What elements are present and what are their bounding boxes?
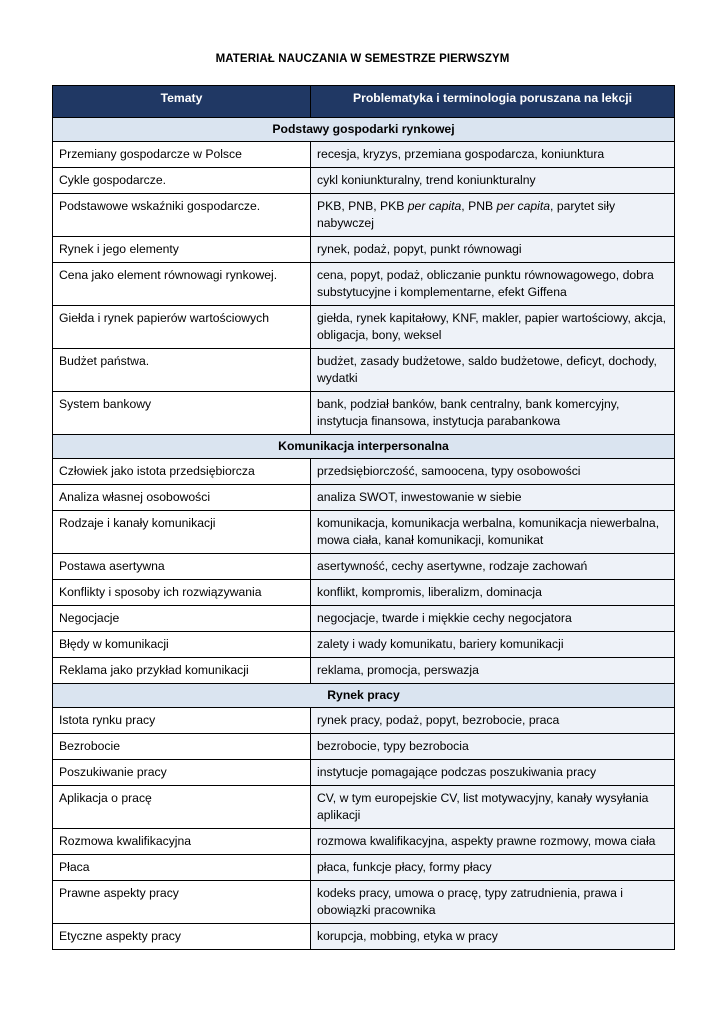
topic-cell: Etyczne aspekty pracy [53, 924, 311, 950]
details-cell: asertywność, cechy asertywne, rodzaje zachowań [311, 554, 675, 580]
details-cell: reklama, promocja, perswazja [311, 658, 675, 684]
details-cell: komunikacja, komunikacja werbalna, komunikacja niewerbalna, mowa ciała, kanał komunikacji, komunikat [311, 511, 675, 554]
details-cell: recesja, kryzys, przemiana gospodarcza, koniunktura [311, 142, 675, 168]
topic-cell: Płaca [53, 855, 311, 881]
table-row [53, 924, 675, 950]
section-title: Rynek pracy [53, 684, 675, 708]
page-title: MATERIAŁ NAUCZANIA W SEMESTRZE PIERWSZYM [215, 53, 510, 65]
table-row [53, 580, 675, 606]
topic-cell: Aplikacja o pracę [53, 786, 311, 829]
topic-cell: Podstawowe wskaźniki gospodarcze. [53, 194, 311, 237]
details-cell: kodeks pracy, umowa o pracę, typy zatrudnienia, prawa i obowiązki pracownika [311, 881, 675, 924]
table-row [53, 632, 675, 658]
table-row [53, 786, 675, 829]
topic-cell: Cena jako element równowagi rynkowej. [53, 263, 311, 306]
table-row [53, 168, 675, 194]
topic-cell: Poszukiwanie pracy [53, 760, 311, 786]
section-title: Komunikacja interpersonalna [53, 435, 675, 459]
column-header-topics: Tematy [53, 86, 311, 118]
details-cell: konflikt, kompromis, liberalizm, dominacja [311, 580, 675, 606]
details-cell: budżet, zasady budżetowe, saldo budżetowe, deficyt, dochody, wydatki [311, 349, 675, 392]
section-row [53, 684, 675, 708]
details-cell: przedsiębiorczość, samoocena, typy osobowości [311, 459, 675, 485]
table-row [53, 194, 675, 237]
curriculum-table [52, 85, 675, 950]
topic-cell: Cykle gospodarcze. [53, 168, 311, 194]
column-header-details: Problematyka i terminologia poruszana na lekcji [311, 86, 675, 118]
details-cell: giełda, rynek kapitałowy, KNF, makler, papier wartościowy, akcja, obligacja, bony, weksel [311, 306, 675, 349]
table-row [53, 881, 675, 924]
topic-cell: Błędy w komunikacji [53, 632, 311, 658]
topic-cell: Prawne aspekty pracy [53, 881, 311, 924]
table-row [53, 855, 675, 881]
table-row [53, 658, 675, 684]
details-cell: płaca, funkcje płacy, formy płacy [311, 855, 675, 881]
details-cell: cykl koniunkturalny, trend koniunkturalny [311, 168, 675, 194]
details-cell: negocjacje, twarde i miękkie cechy negocjatora [311, 606, 675, 632]
section-row [53, 435, 675, 459]
table-row [53, 349, 675, 392]
details-cell: analiza SWOT, inwestowanie w siebie [311, 485, 675, 511]
details-cell: rozmowa kwalifikacyjna, aspekty prawne rozmowy, mowa ciała [311, 829, 675, 855]
details-cell: PKB, PNB, PKB per capita, PNB per capita, parytet siły nabywczej [311, 194, 675, 237]
details-cell: rynek, podaż, popyt, punkt równowagi [311, 237, 675, 263]
topic-cell: Reklama jako przykład komunikacji [53, 658, 311, 684]
details-cell: CV, w tym europejskie CV, list motywacyjny, kanały wysyłania aplikacji [311, 786, 675, 829]
details-cell: bank, podział banków, bank centralny, bank komercyjny, instytucja finansowa, instytucja parabankowa [311, 392, 675, 435]
table-row [53, 459, 675, 485]
table-row [53, 708, 675, 734]
section-row [53, 118, 675, 142]
topic-cell: Przemiany gospodarcze w Polsce [53, 142, 311, 168]
details-cell: korupcja, mobbing, etyka w pracy [311, 924, 675, 950]
topic-cell: Konflikty i sposoby ich rozwiązywania [53, 580, 311, 606]
table-row [53, 511, 675, 554]
topic-cell: Człowiek jako istota przedsiębiorcza [53, 459, 311, 485]
topic-cell: Negocjacje [53, 606, 311, 632]
topic-cell: Rozmowa kwalifikacyjna [53, 829, 311, 855]
table-row [53, 760, 675, 786]
details-cell: cena, popyt, podaż, obliczanie punktu równowagowego, dobra substytucyjne i komplementarne, efekt Giffena [311, 263, 675, 306]
topic-cell: Bezrobocie [53, 734, 311, 760]
table-row [53, 263, 675, 306]
table-row [53, 829, 675, 855]
table-row [53, 606, 675, 632]
section-title: Podstawy gospodarki rynkowej [53, 118, 675, 142]
table-row [53, 485, 675, 511]
table-row [53, 237, 675, 263]
details-cell: bezrobocie, typy bezrobocia [311, 734, 675, 760]
table-header-row [53, 86, 675, 118]
topic-cell: Rodzaje i kanały komunikacji [53, 511, 311, 554]
table-row [53, 392, 675, 435]
topic-cell: Istota rynku pracy [53, 708, 311, 734]
table-row [53, 554, 675, 580]
topic-cell: Budżet państwa. [53, 349, 311, 392]
table-body [53, 118, 675, 950]
table-row [53, 734, 675, 760]
details-cell: instytucje pomagające podczas poszukiwania pracy [311, 760, 675, 786]
topic-cell: Postawa asertywna [53, 554, 311, 580]
table-row [53, 142, 675, 168]
details-cell: rynek pracy, podaż, popyt, bezrobocie, praca [311, 708, 675, 734]
topic-cell: System bankowy [53, 392, 311, 435]
table-row [53, 306, 675, 349]
topic-cell: Giełda i rynek papierów wartościowych [53, 306, 311, 349]
topic-cell: Analiza własnej osobowości [53, 485, 311, 511]
topic-cell: Rynek i jego elementy [53, 237, 311, 263]
details-cell: zalety i wady komunikatu, bariery komunikacji [311, 632, 675, 658]
